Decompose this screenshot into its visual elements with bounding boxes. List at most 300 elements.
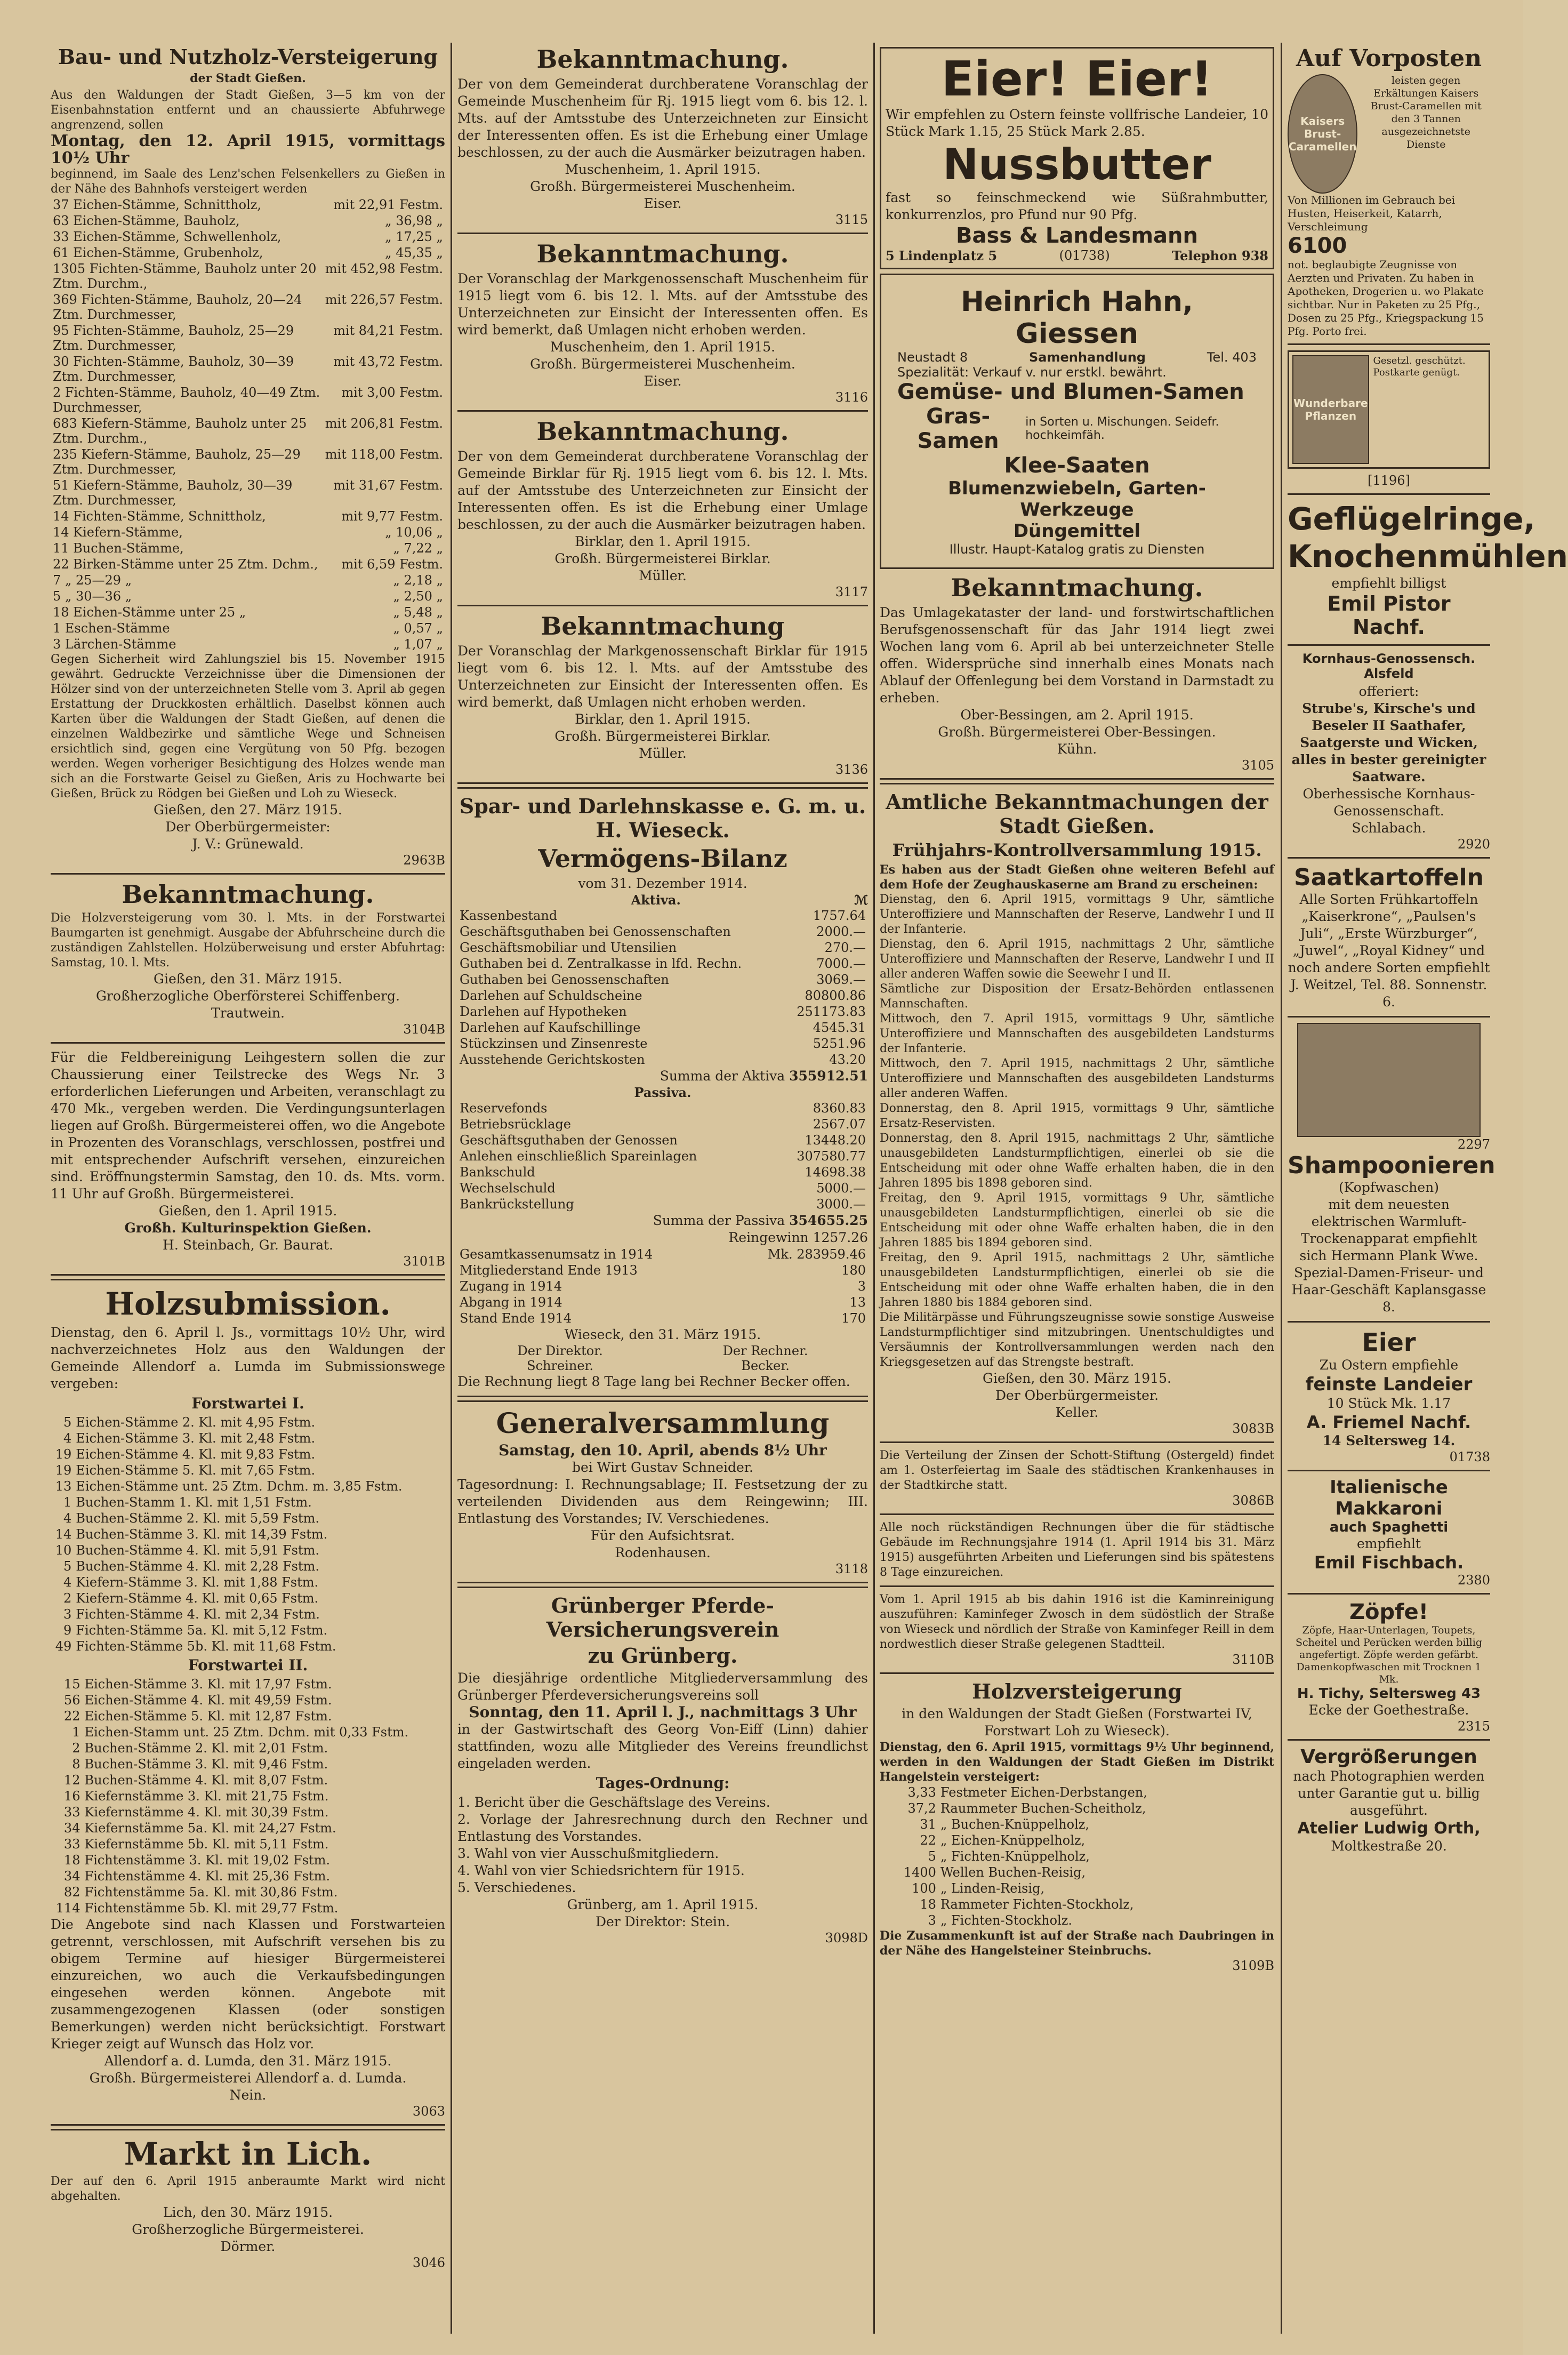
passiva-row	[457, 1164, 868, 1180]
timber-row	[51, 197, 445, 213]
ad-title: Zöpfe!	[1349, 1600, 1428, 1624]
aktiva-heading	[457, 892, 868, 908]
table-cell: „ 10,06 „	[385, 525, 443, 540]
passiva-row	[457, 1180, 868, 1196]
divider	[880, 1441, 1274, 1443]
timber-row	[51, 477, 445, 508]
divider	[51, 2124, 445, 2130]
sign-date: Birklar, den 1. April 1915.	[575, 534, 751, 549]
divider	[457, 1582, 868, 1588]
table-cell: 4	[63, 1431, 72, 1446]
table-cell: 270.—	[824, 940, 866, 955]
sign-name: H. Steinbach, Gr. Baurat.	[163, 1237, 333, 1253]
table-cell: Buchen-Stämme 4. Kl. mit 8,07 Fstm.	[84, 1773, 328, 1788]
passiva-heading: Passiva.	[634, 1085, 691, 1100]
divider	[1288, 1016, 1490, 1018]
ad-generalversammlung	[457, 1407, 868, 1576]
table-cell: Kiefern-Stämme 4. Kl. mit 0,65 Fstm.	[76, 1591, 319, 1606]
table-cell: 3 Lärchen-Stämme	[53, 637, 176, 652]
sign-title: Der Direktor.	[517, 1343, 603, 1358]
table-cell: 235 Kiefern-Stämme, Bauholz, 25—29 Ztm. Durchmesser,	[53, 447, 301, 477]
timber-row	[51, 1804, 445, 1820]
firm-telephone: Telephon 938	[1172, 248, 1268, 263]
timber-row	[51, 1446, 445, 1462]
table-cell: 307580.77	[797, 1149, 866, 1164]
timber-row	[51, 415, 445, 446]
notice-paragraph: Freitag, den 9. April 1915, nachmittags 2 Uhr, sämtliche unausgebildeten Landsturmpflichtigen, einerlei ob sie die Entscheidung mit oder ohne Waffe erhalten haben, die in den Jahren 1880 bis 1884 geboren sind.	[880, 1251, 1274, 1309]
timber-row	[51, 1836, 445, 1852]
aktiva-row	[457, 956, 868, 972]
timber-row	[51, 261, 445, 292]
sign-date: Birklar, den 1. April 1915.	[575, 711, 751, 727]
sign-office: Großh. Bürgermeisterei Muschenheim.	[530, 179, 795, 194]
agenda-item: 3. Wahl von vier Ausschußmitgliedern.	[457, 1846, 719, 1861]
sign-name: Trautwein.	[211, 1005, 285, 1021]
ad-intro: Die diesjährige ordentliche Mitgliederversammlung des Grünberger Pferdeversicherungsvereins soll	[457, 1670, 868, 1703]
firm-telephone: Tel. 403	[1207, 350, 1257, 365]
table-cell: Buchen-Stämme 3. Kl. mit 9,46 Fstm.	[84, 1757, 328, 1772]
agenda-item: 1. Bericht über die Geschäftslage des Vereins.	[457, 1795, 770, 1810]
ad-where: bei Wirt Gustav Schneider.	[572, 1460, 753, 1475]
table-cell: 31	[920, 1817, 936, 1832]
table-cell: Buchen-Stämme 3. Kl. mit 14,39 Fstm.	[76, 1527, 328, 1542]
ad-subtitle: zu Grünberg.	[588, 1644, 738, 1668]
ref-number: 2920	[1457, 837, 1490, 852]
product-name: Gras-Samen	[917, 404, 999, 453]
table-cell: Eichen-Stämme 2. Kl. mit 4,95 Fstm.	[76, 1415, 316, 1430]
table-cell: 95 Fichten-Stämme, Bauholz, 25—29 Ztm. Durchmesser,	[53, 323, 294, 353]
table-cell: Festmeter Eichen-Derbstangen,	[940, 1785, 1147, 1800]
ad-body: Der von dem Gemeinderat durchberatene Voranschlag der Gemeinde Muschenheim für Rj. 1915 liegt vom 6. bis 12. l. Mts. auf der Amtsstube des Unterzeichneten zur Einsicht der Interessenten offen. Es ist die Erhebung einer Umlage beschlossen, zu der auch die Ausmärker beizutragen haben.	[457, 76, 868, 160]
timber-row	[51, 1462, 445, 1478]
table-cell: Ausstehende Gerichtskosten	[460, 1052, 645, 1067]
forstwartei-2-table	[51, 1676, 445, 1916]
table-cell: 13448.20	[805, 1133, 866, 1148]
table-cell: „ 0,57 „	[393, 621, 443, 636]
table-cell: 12	[63, 1773, 81, 1788]
column-2	[457, 43, 868, 2334]
table-cell: 19	[55, 1447, 72, 1462]
table-cell: Zugang in 1914	[460, 1279, 562, 1294]
divider	[457, 233, 868, 234]
table-cell: 43.20	[829, 1052, 866, 1067]
table-cell: 13	[849, 1295, 866, 1310]
ad-title: Markt in Lich.	[124, 2136, 372, 2172]
table-cell: 1305 Fichten-Stämme, Bauholz unter 20 Ztm. Durchm.,	[53, 261, 317, 291]
table-cell: Darlehen auf Kaufschillinge	[460, 1020, 641, 1035]
timber-row	[51, 588, 445, 604]
sign-name: Keller.	[1055, 1405, 1099, 1420]
table-cell: Buchen-Stamm 1. Kl. mit 1,51 Fstm.	[76, 1495, 312, 1510]
table-cell: 61 Eichen-Stämme, Grubenholz,	[53, 245, 263, 260]
table-cell: Wellen Buchen-Reisig,	[940, 1865, 1086, 1880]
table-cell: Geschäftsguthaben bei Genossenschaften	[460, 924, 731, 939]
ad-makkaroni	[1288, 1477, 1490, 1588]
table-cell: 4545.31	[813, 1020, 866, 1035]
timber-row	[51, 1740, 445, 1756]
ad-title: Grünberger Pferde-Versicherungsverein	[546, 1593, 779, 1641]
table-cell: Kiefern-Stämme 3. Kl. mit 1,88 Fstm.	[76, 1575, 319, 1590]
table-cell: 30 Fichten-Stämme, Bauholz, 30—39 Ztm. Durchmesser,	[53, 354, 294, 384]
stats-table	[457, 1246, 868, 1326]
notice-paragraph: Mittwoch, den 7. April 1915, nachmittags 2 Uhr, sämtliche Unteroffiziere und Mannschaften des ausgebildeten Landsturms aller anderen Waffen.	[880, 1057, 1274, 1100]
ad-body: not. beglaubigte Zeugnisse von Aerzten und Privaten. Zu haben in Apotheken, Drogerien u. wo Plakate sichtbar. Nur in Paketen zu 25 Pfg., Dosen zu 25 Pfg., Kriegspackung 15 Pfg. Porto frei.	[1288, 258, 1484, 338]
table-cell: 1	[72, 1725, 81, 1740]
product-name: Nussbutter	[943, 140, 1211, 189]
timber-row	[51, 1414, 445, 1430]
timber-row	[51, 1478, 445, 1494]
table-cell: 33 Eichen-Stämme, Schwellenholz,	[53, 229, 282, 244]
table-cell: 37 Eichen-Stämme, Schnittholz,	[53, 197, 262, 212]
sign-office: Großh. Bürgermeisterei Birklar.	[554, 728, 771, 744]
aktiva-row	[457, 972, 868, 988]
firm-name: A. Friemel Nachf.	[1306, 1412, 1471, 1432]
table-cell: „ Buchen-Knüppelholz,	[940, 1817, 1090, 1832]
passiva-row	[457, 1100, 868, 1116]
sign-date: Gießen, den 1. April 1915.	[158, 1203, 337, 1219]
table-cell: 63 Eichen-Stämme, Bauholz,	[53, 213, 240, 228]
ref-number: 3086B	[1232, 1493, 1274, 1508]
ref-number: 3116	[835, 390, 868, 405]
holz-row	[880, 1912, 1274, 1928]
sign-place: Gießen, den 27. März 1915.	[154, 802, 342, 818]
sign-name: Müller.	[639, 568, 687, 583]
agenda-heading: Tages-Ordnung:	[596, 1774, 730, 1792]
timber-row	[51, 1494, 445, 1510]
ref-number: 3104B	[403, 1022, 445, 1037]
ad-pferde-versicherung	[457, 1593, 868, 1945]
table-cell: 5	[63, 1415, 72, 1430]
notice-paragraph: Dienstag, den 6. April 1915, nachmittags 2 Uhr, sämtliche Unteroffiziere und Mannschaften der Reserve, Landwehr I und II aller anderen Waffen sowie die Seewehr I und II.	[880, 938, 1274, 981]
divider	[1288, 493, 1490, 495]
divider	[51, 1274, 445, 1280]
ad-bekanntmachung-ober-bessingen	[880, 573, 1274, 773]
sign-date: Lich, den 30. März 1915.	[163, 2205, 333, 2220]
table-cell: Geschäftsguthaben der Genossen	[460, 1133, 678, 1148]
ad-title: Saatkartoffeln	[1294, 864, 1484, 891]
divider	[880, 1513, 1274, 1515]
ad-vergroesserungen	[1288, 1746, 1490, 1855]
holz-row	[880, 1784, 1274, 1800]
product-line: Blumenzwiebeln, Garten-Werkzeuge	[948, 478, 1206, 520]
ad-title: Bau- und Nutzholz-Versteigerung	[58, 45, 438, 69]
aktiva-row	[457, 1004, 868, 1020]
table-cell: 8360.83	[813, 1101, 866, 1116]
ad-bekanntmachung-muschenheim-1	[457, 45, 868, 227]
table-cell: 2	[63, 1591, 72, 1606]
ad-bekanntmachung-birklar-2	[457, 612, 868, 777]
woman-hair-image	[1297, 1023, 1481, 1137]
table-cell: 13	[55, 1479, 72, 1494]
timber-row	[51, 354, 445, 385]
ad-zoepfe	[1288, 1600, 1490, 1734]
ad-end: Die Zusammenkunft ist auf der Straße nach Daubringen in der Nähe des Hangelsteiner Steinbruchs.	[880, 1929, 1274, 1958]
table-cell: 49	[55, 1639, 72, 1654]
table-cell: 4	[63, 1575, 72, 1590]
reingewinn	[457, 1229, 868, 1246]
timber-row	[51, 1868, 445, 1884]
table-cell: Fichtenstämme 3. Kl. mit 19,02 Fstm.	[84, 1853, 331, 1868]
table-cell: 114	[55, 1901, 81, 1916]
ad-title: Eier	[1362, 1328, 1416, 1357]
table-cell: 51 Kiefern-Stämme, Bauholz, 30—39 Ztm. Durchmesser,	[53, 478, 293, 508]
column-rule	[451, 43, 452, 2334]
sign-office: Großh. Kulturinspektion Gießen.	[124, 1220, 372, 1236]
table-cell: Fichtenstämme 5a. Kl. mit 30,86 Fstm.	[84, 1885, 338, 1900]
table-cell: 18	[63, 1853, 81, 1868]
table-cell: 369 Fichten-Stämme, Bauholz, 20—24 Ztm. Durchmesser,	[53, 292, 302, 322]
table-cell: Eichen-Stämme 4. Kl. mit 49,59 Fstm.	[84, 1693, 332, 1708]
price: 10 Stück Mk. 1.17	[1326, 1396, 1451, 1411]
table-cell: Eichen-Stamm unt. 25 Ztm. Dchm. mit 0,33 Fstm.	[84, 1725, 409, 1740]
table-cell: 2000.—	[816, 924, 866, 939]
sign-office: Oberhessische Kornhaus-Genossenschaft.	[1302, 786, 1475, 819]
table-cell: mit 31,67 Festm.	[333, 478, 443, 493]
table-cell: 11 Buchen-Stämme,	[53, 541, 184, 556]
table-cell: 14 Kiefern-Stämme,	[53, 525, 183, 540]
table-cell: 9	[63, 1623, 72, 1638]
timber-row	[51, 1510, 445, 1526]
table-cell: 1 Eschen-Stämme	[53, 621, 170, 636]
table-cell: Mitgliederstand Ende 1913	[460, 1263, 638, 1278]
table-cell: Buchen-Stämme 4. Kl. mit 5,91 Fstm.	[76, 1543, 319, 1558]
ad-title: Holzsubmission.	[105, 1286, 391, 1322]
ad-heinrich-hahn	[880, 274, 1274, 569]
sign-name: Kühn.	[1057, 741, 1097, 757]
table-cell: 82	[63, 1885, 81, 1900]
agenda-item: 4. Wahl von vier Schiedsrichtern für 1915.	[457, 1863, 745, 1878]
table-cell: Mk. 283959.46	[767, 1247, 866, 1262]
currency-symbol: ℳ	[854, 892, 868, 908]
ad-bekanntmachung-birklar-1	[457, 417, 868, 599]
table-cell: 14	[55, 1527, 72, 1542]
divider	[1288, 644, 1490, 646]
passiva-sum	[457, 1212, 868, 1229]
timber-row	[51, 213, 445, 229]
table-cell: 2567.07	[813, 1117, 866, 1132]
aktiva-row	[457, 924, 868, 940]
ad-eier-nussbutter	[880, 47, 1274, 269]
holz-row	[880, 1832, 1274, 1848]
pflanzen-image	[1292, 355, 1369, 464]
table-cell: Fichten-Stämme 5b. Kl. mit 11,68 Fstm.	[76, 1639, 336, 1654]
table-cell: „ Linden-Reisig,	[940, 1881, 1045, 1896]
table-cell: 5000.—	[816, 1181, 866, 1196]
sign-office: Großh. Bürgermeisterei Allendorf a. d. Lumda.	[89, 2070, 407, 2086]
ad-subtitle: in den Waldungen der Stadt Gießen (Forstwartei IV, Forstwart Loh zu Wieseck).	[902, 1706, 1252, 1739]
notice-paragraph: Vom 1. April 1915 ab bis dahin 1916 ist die Kaminreinigung auszuführen: Kaminfeger Zwosch in dem südöstlich der Straße von Wieseck und nördlich der Straße von Kaminfeger Reill in dem nordwestlich dieser Straße gelegenen Stadtteil.	[880, 1593, 1274, 1651]
ad-saatkartoffeln	[1288, 864, 1490, 1011]
speciality: Spezialität: Verkauf v. nur erstkl. bewährt.	[897, 365, 1167, 380]
product-detail: in Sorten u. Mischungen. Seidefr. hochkeimfäh.	[1025, 415, 1219, 442]
timber-row	[51, 1756, 445, 1772]
ad-gefluegelringe	[1288, 500, 1568, 639]
table-cell: 37,2	[907, 1801, 936, 1816]
timber-row	[51, 1884, 445, 1900]
section-subtitle: Frühjahrs-Kontrollversammlung 1915.	[892, 840, 1262, 860]
ref-number: 3063	[412, 2104, 445, 2119]
table-cell: 7 „ 25—29 „	[53, 573, 132, 588]
table-cell: 14 Fichten-Stämme, Schnittholz,	[53, 509, 266, 524]
passiva-sum-label: Summa der Passiva	[653, 1213, 785, 1228]
ad-subtitle: (Kopfwaschen)	[1339, 1180, 1439, 1195]
ad-when: Samstag, den 10. April, abends 8½ Uhr	[498, 1441, 827, 1459]
table-cell: 2	[72, 1741, 81, 1756]
passiva-row	[457, 1116, 868, 1132]
firm-address: 14 Seltersweg 14.	[1322, 1433, 1456, 1448]
ref-number: 3136	[835, 762, 868, 777]
ad-body: empfiehlt billigst	[1331, 575, 1446, 591]
timber-row	[51, 1606, 445, 1622]
agenda-list	[457, 1794, 868, 1896]
column-1	[51, 43, 445, 2334]
table-cell: „ 2,50 „	[393, 589, 443, 604]
table-cell: Kiefernstämme 5a. Kl. mit 24,27 Fstm.	[84, 1821, 336, 1836]
table-cell: mit 452,98 Festm.	[325, 261, 443, 276]
can-label: Kaisers Brust-Caramellen	[1289, 115, 1357, 153]
notice-paragraph: Freitag, den 9. April 1915, vormittags 9 Uhr, sämtliche unausgebildeten Landsturmpflichtigen, einerlei ob sie die Entscheidung mit oder ohne Waffe erhalten haben, die in den Jahren 1885 bis 1894 geboren sind.	[880, 1191, 1274, 1249]
table-cell: Rammeter Fichten-Stockholz,	[940, 1897, 1134, 1912]
ad-place: beginnend, im Saale des Lenz'schen Felsenkellers zu Gießen in der Nähe des Bahnhofs versteigert werden	[51, 167, 445, 196]
timber-row	[51, 1820, 445, 1836]
table-cell: „ 17,25 „	[385, 229, 443, 244]
timber-row	[51, 1574, 445, 1590]
ad-subtitle: auch Spaghetti	[1329, 1519, 1449, 1535]
table-cell: Guthaben bei Genossenschaften	[460, 972, 669, 987]
divider	[1288, 343, 1490, 345]
ad-body: in der Gastwirtschaft des Georg Von-Eiff (Linn) dahier stattfinden, wozu alle Mitglieder des Vereins freundlichst eingeladen werden.	[457, 1721, 868, 1771]
passiva-table	[457, 1100, 868, 1212]
ad-title: Bekanntmachung.	[951, 573, 1203, 602]
sign-name: Eiser.	[644, 373, 682, 389]
stats-row	[457, 1262, 868, 1278]
table-cell: 170	[841, 1311, 866, 1326]
ad-eier-friemel	[1288, 1328, 1490, 1464]
ad-body: Wir empfehlen zu Ostern feinste vollfrische Landeier, 10 Stück Mark 1.15, 25 Stück Mark 2.85.	[886, 107, 1268, 139]
reingewinn-label: Reingewinn	[728, 1230, 809, 1245]
timber-row	[51, 229, 445, 245]
firm-type: Samenhandlung	[1029, 350, 1146, 365]
table-cell: Eichen-Stämme 4. Kl. mit 9,83 Fstm.	[76, 1447, 316, 1462]
notice-paragraph: Mittwoch, den 7. April 1915, vormittags 9 Uhr, sämtliche Unteroffiziere und Mannschaften des ausgebildeten Landsturms der Infanterie.	[880, 1012, 1274, 1055]
notice-paragraph: Dienstag, den 6. April 1915, vormittags 9 Uhr, sämtliche Unteroffiziere und Mannschaften der Reserve, Landwehr I und II der Infanterie.	[880, 893, 1274, 936]
table-cell: Darlehen auf Schuldscheine	[460, 988, 642, 1003]
table-cell: 33	[63, 1837, 81, 1852]
table-cell: 100	[912, 1881, 936, 1896]
ref-number: 3110B	[1232, 1652, 1274, 1667]
sign-date: Grünberg, am 1. April 1915.	[567, 1897, 759, 1912]
aktiva-row	[457, 988, 868, 1004]
firm-name: Atelier Ludwig Orth,	[1297, 1819, 1481, 1838]
ad-body: Der Voranschlag der Markgenossenschaft Birklar für 1915 liegt vom 6. bis 12. l. Mts. auf der Amtsstube des Unterzeichneten zur Einsicht der Interessenten offen. Es wird bemerkt, daß Umlagen nicht erhoben werden.	[457, 643, 868, 710]
ad-body: empfiehlt	[1356, 1536, 1421, 1551]
sign-office: Großherzogliche Oberförsterei Schiffenberg.	[95, 988, 400, 1004]
table-cell: 18 Eichen-Stämme unter 25 „	[53, 605, 246, 620]
table-cell: Fichten-Stämme 5a. Kl. mit 5,12 Fstm.	[76, 1623, 328, 1638]
ad-subtitle: der Stadt Gießen.	[190, 71, 306, 85]
table-cell: 8	[72, 1757, 81, 1772]
table-cell: 22 Birken-Stämme unter 25 Ztm. Dchm.,	[53, 557, 318, 572]
product-description: fast so feinschmeckend wie Süßrahmbutter, konkurrenzlos, pro Pfund nur 90 Pfg.	[886, 190, 1268, 222]
table-cell: Darlehen auf Hypotheken	[460, 1004, 627, 1019]
sign-date: Ober-Bessingen, am 2. April 1915.	[960, 707, 1194, 723]
sign-name: Eiser.	[644, 196, 682, 211]
ad-body: Die Holzversteigerung vom 30. l. Mts. in der Forstwartei Baumgarten ist genehmigt. Ausgabe der Abfuhrscheine durch die zuständigen Zahlstellen. Holzüberweisung und erster Abfuhrtag: Samstag, 10. l. Mts.	[51, 911, 445, 970]
ad-holzsubmission	[51, 1286, 445, 2119]
sign-office: Großherzogliche Bürgermeisterei.	[132, 2222, 364, 2237]
sign-title: Der Rechner.	[722, 1343, 808, 1358]
firm-address: 5 Lindenplatz 5	[886, 248, 998, 263]
divider	[457, 410, 868, 412]
timber-row	[51, 572, 445, 588]
ref-number: 2963B	[403, 853, 445, 868]
ad-kornhaus	[1288, 651, 1490, 852]
notice-paragraph: Sämtliche zur Disposition der Ersatz-Behörden entlassenen Mannschaften.	[880, 982, 1274, 1011]
timber-row	[51, 1526, 445, 1542]
sign-date: Wieseck, den 31. März 1915.	[564, 1327, 761, 1342]
ad-body: Für die Feldbereinigung Leihgestern sollen die zur Chaussierung einer Teilstrecke des Wegs Nr. 3 erforderlichen Lieferungen und Arbeiten, veranschlagt zu 470 Mk., vergeben werden. Die Verdingungsunterlagen liegen auf Großh. Bürgermeisterei offen, wo die Angebote in Prozenten des Voranschlags, verschlossen, postfrei und mit entsprechender Aufschrift versehen, einzureichen sind. Eröffnungstermin Samstag, den 10. ds. Mts. vorm. 11 Uhr auf Großh. Bürgermeisterei.	[51, 1050, 445, 1201]
holz-table	[880, 1784, 1274, 1928]
holz-row	[880, 1896, 1274, 1912]
table-cell: Eichen-Stämme 5. Kl. mit 12,87 Fstm.	[84, 1709, 332, 1724]
table-cell: 1757.64	[813, 908, 866, 923]
ad-shampoonieren	[1288, 1023, 1495, 1316]
divider	[1288, 857, 1490, 859]
table-cell: 19	[55, 1463, 72, 1478]
timber-row	[51, 620, 445, 636]
ad-title: Vergrößerungen	[1300, 1746, 1477, 1768]
signature-director	[517, 1343, 602, 1373]
sign-date: Allendorf a. d. Lumda, den 31. März 1915.	[104, 2053, 392, 2069]
column-3	[880, 43, 1274, 2334]
sign-office: Der Oberbürgermeister.	[995, 1388, 1159, 1403]
table-cell: Reservefonds	[460, 1101, 548, 1116]
table-cell: Geschäftsmobiliar und Utensilien	[460, 940, 677, 955]
aktiva-label: Aktiva.	[631, 892, 681, 908]
section-title: Amtliche Bekanntmachungen der Stadt Gießen.	[886, 790, 1268, 838]
ad-bekanntmachung-muschenheim-2	[457, 239, 868, 405]
notice-paragraph: Die Verteilung der Zinsen der Schott-Stiftung (Ostergeld) findet am 1. Osterfeiertag im Saale des städtischen Krankenhauses in der Stadtkirche statt.	[880, 1449, 1274, 1492]
firm-code: (01738)	[1059, 248, 1110, 263]
table-cell: 18	[920, 1897, 936, 1912]
table-cell: Eichen-Stämme unt. 25 Ztm. Dchm. m. 3,85 Fstm.	[76, 1479, 403, 1494]
timber-row	[51, 1852, 445, 1868]
table-cell: mit 6,59 Festm.	[341, 557, 443, 572]
ad-title: Bekanntmachung.	[122, 880, 374, 909]
table-cell: „ 36,98 „	[385, 213, 443, 228]
sign-date: Muschenheim, 1. April 1915.	[565, 162, 761, 177]
passiva-row	[457, 1132, 868, 1148]
table-cell: 2 Fichten-Stämme, Bauholz, 40—49 Ztm. Durchmesser,	[53, 385, 320, 415]
ad-date: Montag, den 12. April 1915, vormittags 10½ Uhr	[51, 132, 445, 167]
table-cell: mit 43,72 Festm.	[333, 354, 443, 369]
table-cell: 10	[55, 1543, 72, 1558]
ad-note: Die Rechnung liegt 8 Tage lang bei Rechner Becker offen.	[457, 1374, 850, 1389]
table-cell: 4	[63, 1511, 72, 1526]
signatures	[457, 1343, 868, 1373]
timber-table	[51, 197, 445, 652]
notice-paragraph: Es haben aus der Stadt Gießen ohne weiteren Befehl auf dem Hofe der Zeughauskaserne am Brand zu erscheinen:	[880, 863, 1274, 892]
timber-row	[51, 1430, 445, 1446]
ad-body: Zöpfe, Haar-Unterlagen, Toupets, Scheitel und Perücken werden billig angefertigt. Zöpfe werden gefärbt. Damenkopfwaschen mit Trocknen 1 Mk.	[1296, 1624, 1482, 1685]
sign-date: Muschenheim, den 1. April 1915.	[550, 339, 776, 355]
table-cell: mit 226,57 Festm.	[325, 292, 443, 307]
aktiva-row	[457, 1052, 868, 1068]
divider	[51, 873, 445, 875]
passiva-row	[457, 1196, 868, 1212]
sign-name: Der Direktor: Stein.	[595, 1914, 730, 1929]
firm-info	[897, 350, 1257, 365]
